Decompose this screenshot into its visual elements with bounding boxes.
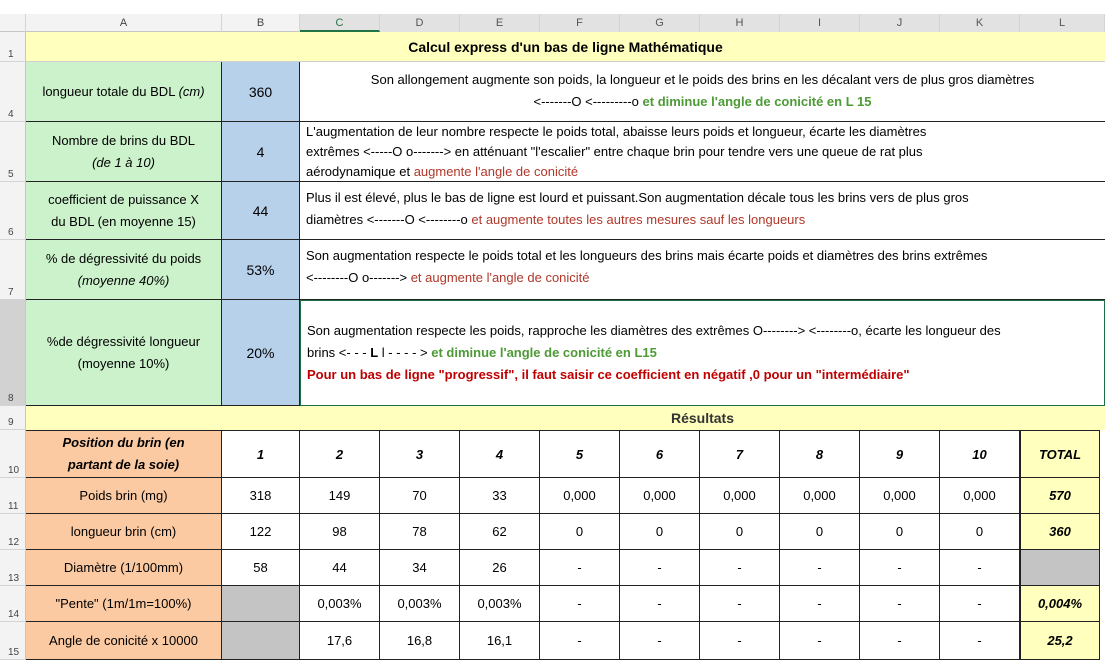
row-header-6[interactable]	[0, 182, 26, 240]
col-header-l[interactable]: L	[1020, 14, 1105, 32]
row-header-8[interactable]	[0, 300, 26, 406]
slope-value[interactable]: -	[620, 586, 700, 622]
diameter-value[interactable]: -	[700, 550, 780, 586]
slope-value[interactable]: 0,003%	[380, 586, 460, 622]
results-header-text: Position du brin (en partant de la soie)	[62, 435, 185, 472]
position-1[interactable]: 1	[222, 430, 300, 478]
weight-value[interactable]: 0,000	[860, 478, 940, 514]
slope-value[interactable]	[222, 586, 300, 622]
desc-line: Son augmentation respecte le poids total et les longueurs des brins mais écarte poids et diamètres des brins extrêmes	[306, 248, 988, 263]
desc-line	[306, 91, 1099, 113]
row-header-1[interactable]	[0, 32, 26, 62]
col-header-f[interactable]: F	[540, 14, 620, 32]
param-label-line: %de dégressivité longueur	[46, 333, 201, 349]
slope-value[interactable]: -	[540, 586, 620, 622]
row-number: 5	[8, 169, 14, 180]
desc-line: Plus il est élevé, plus le bas de ligne est lourd et puissant.Son augmentation décale tous les brins vers de plus gros	[306, 190, 969, 205]
length-value[interactable]: 122	[222, 514, 300, 550]
col-header-j[interactable]: J	[860, 14, 940, 32]
param-label-unit: (cm)	[178, 84, 205, 99]
position-2[interactable]: 2	[300, 430, 380, 478]
weight-value[interactable]: 0,000	[940, 478, 1020, 514]
desc-arrows: brins <- - -	[307, 345, 371, 360]
param-input-weight-degress[interactable]: 53%	[222, 240, 300, 300]
row-number: 6	[8, 227, 14, 238]
slope-value[interactable]: 0,003%	[460, 586, 540, 622]
param-label-line: (de 1 à 10)	[92, 154, 155, 170]
param-label-line: (moyenne 40%)	[77, 272, 170, 288]
row-number: 1	[8, 49, 14, 60]
param-label-weight-degress[interactable]	[26, 240, 222, 300]
row-label-weight[interactable]: Poids brin (mg)	[26, 478, 222, 514]
row-label-length[interactable]: longueur brin (cm)	[26, 514, 222, 550]
col-header-e[interactable]: E	[460, 14, 540, 32]
param-input-total-length[interactable]: 360	[222, 62, 300, 122]
desc-arrows: <-------O <---------o	[533, 94, 639, 109]
desc-line	[306, 162, 1099, 182]
param-input-power-coef[interactable]: 44	[222, 182, 300, 240]
col-header-h[interactable]: H	[700, 14, 780, 32]
diameter-value[interactable]: -	[540, 550, 620, 586]
row-header-15[interactable]	[0, 622, 26, 660]
desc-length-degress[interactable]	[300, 300, 1105, 406]
row-number: 4	[8, 109, 14, 120]
param-label-line: du BDL (en moyenne 15)	[51, 213, 196, 229]
desc-effect-green: et diminue l'angle de conicité en L 15	[638, 94, 872, 109]
diameter-value[interactable]: 44	[300, 550, 380, 586]
desc-effect-green: et diminue l'angle de conicité en L15	[427, 345, 657, 360]
desc-line	[306, 267, 1099, 289]
weight-value[interactable]: 0,000	[780, 478, 860, 514]
weight-value[interactable]: 0,000	[700, 478, 780, 514]
param-label-line: longueur totale du BDL	[42, 84, 179, 99]
weight-total[interactable]: 570	[1020, 478, 1100, 514]
conicity-value[interactable]: 16,8	[380, 622, 460, 660]
desc-power-coef[interactable]	[300, 182, 1105, 240]
col-header-k[interactable]: K	[940, 14, 1020, 32]
weight-value[interactable]: 0,000	[540, 478, 620, 514]
diameter-total[interactable]	[1020, 550, 1100, 586]
desc-line: Son augmentation respecte les poids, rapproche les diamètres des extrêmes O--------> <--------o, écarte les longueur des	[307, 323, 1001, 338]
weight-value[interactable]: 0,000	[620, 478, 700, 514]
position-4[interactable]: 4	[460, 430, 540, 478]
desc-arrows: <--------O o------->	[306, 270, 408, 285]
length-total[interactable]: 360	[1020, 514, 1100, 550]
row-header-5[interactable]	[0, 122, 26, 182]
conicity-value[interactable]: -	[780, 622, 860, 660]
diameter-value[interactable]: 26	[460, 550, 540, 586]
param-input-length-degress[interactable]: 20%	[222, 300, 300, 406]
conicity-value[interactable]: -	[700, 622, 780, 660]
desc-line: Son allongement augmente son poids, la longueur et le poids des brins en les décalant vers de plus gros diamètres	[370, 72, 1035, 87]
row-label-conicity[interactable]: Angle de conicité x 10000	[26, 622, 222, 660]
row-header-10[interactable]	[0, 430, 26, 478]
conicity-total[interactable]: 25,2	[1020, 622, 1100, 660]
desc-line: L'augmentation de leur nombre respecte le poids total, abaisse leurs poids et longueur, écarte les diamètres	[306, 124, 927, 139]
col-header-g[interactable]: G	[620, 14, 700, 32]
conicity-value[interactable]: -	[620, 622, 700, 660]
param-label-length-degress[interactable]	[26, 300, 222, 406]
length-value[interactable]: 0	[620, 514, 700, 550]
desc-line	[307, 342, 1098, 364]
desc-arrows: diamètres <-------O <--------o	[306, 212, 468, 227]
col-header-b[interactable]: B	[222, 14, 300, 32]
row-header-13[interactable]	[0, 550, 26, 586]
row-header-9[interactable]	[0, 406, 26, 430]
row-number: 14	[8, 609, 20, 620]
diameter-value[interactable]: -	[620, 550, 700, 586]
conicity-value[interactable]: 16,1	[460, 622, 540, 660]
weight-value[interactable]: 33	[460, 478, 540, 514]
position-6[interactable]: 6	[620, 430, 700, 478]
position-5[interactable]: 5	[540, 430, 620, 478]
length-value[interactable]: 98	[300, 514, 380, 550]
row-header-11[interactable]	[0, 478, 26, 514]
length-value[interactable]: 0	[860, 514, 940, 550]
row-number: 8	[8, 393, 14, 404]
row-number: 7	[8, 287, 14, 298]
row-header-7[interactable]	[0, 240, 26, 300]
desc-text: aérodynamique et	[306, 164, 414, 179]
length-value[interactable]: 0	[940, 514, 1020, 550]
row-header-12[interactable]	[0, 514, 26, 550]
length-value[interactable]: 0	[700, 514, 780, 550]
desc-arrows: L	[370, 345, 379, 360]
param-label-line: (moyenne 10%)	[77, 355, 170, 371]
length-value[interactable]: 0	[540, 514, 620, 550]
desc-arrows: l - - - - >	[378, 345, 428, 360]
param-label-strand-count[interactable]	[26, 122, 222, 182]
diameter-value[interactable]: -	[940, 550, 1020, 586]
results-title[interactable]: Résultats	[300, 406, 1105, 430]
param-label-line: coefficient de puissance X	[48, 191, 199, 207]
row-label-diameter[interactable]: Diamètre (1/100mm)	[26, 550, 222, 586]
sheet-title[interactable]: Calcul express d'un bas de ligne Mathématique	[26, 32, 1105, 62]
param-label-text	[42, 84, 204, 99]
weight-value[interactable]: 318	[222, 478, 300, 514]
col-header-c[interactable]: C	[300, 14, 380, 32]
row-number: 9	[8, 417, 14, 428]
desc-total-length[interactable]	[300, 62, 1105, 122]
total-header[interactable]: TOTAL	[1020, 430, 1100, 478]
weight-value[interactable]: 149	[300, 478, 380, 514]
col-header-a[interactable]: A	[26, 14, 222, 32]
diameter-value[interactable]: 58	[222, 550, 300, 586]
position-8[interactable]: 8	[780, 430, 860, 478]
param-input-strand-count[interactable]: 4	[222, 122, 300, 182]
slope-value[interactable]: -	[940, 586, 1020, 622]
conicity-value[interactable]: 17,6	[300, 622, 380, 660]
conicity-value[interactable]: -	[540, 622, 620, 660]
desc-weight-degress[interactable]	[300, 240, 1105, 300]
conicity-value[interactable]	[222, 622, 300, 660]
param-label-total-length[interactable]	[26, 62, 222, 122]
diameter-value[interactable]: -	[860, 550, 940, 586]
slope-total[interactable]: 0,004%	[1020, 586, 1100, 622]
select-all-corner[interactable]	[0, 14, 26, 32]
position-9[interactable]: 9	[860, 430, 940, 478]
desc-line: extrêmes <-----O o-------> en atténuant "l'escalier" entre chaque brin pour tendre vers une queue de rat plus	[306, 144, 923, 159]
conicity-value[interactable]: -	[940, 622, 1020, 660]
row-header-4[interactable]	[0, 62, 26, 122]
desc-warning: Pour un bas de ligne "progressif", il faut saisir ce coefficient en négatif ,0 pour un "intermédiaire"	[307, 367, 910, 382]
position-7[interactable]: 7	[700, 430, 780, 478]
slope-value[interactable]: 0,003%	[300, 586, 380, 622]
slope-value[interactable]: -	[780, 586, 860, 622]
diameter-value[interactable]: 34	[380, 550, 460, 586]
conicity-value[interactable]: -	[860, 622, 940, 660]
param-label-line: Nombre de brins du BDL	[51, 132, 196, 148]
param-label-line: % de dégressivité du poids	[45, 250, 202, 266]
length-value[interactable]: 78	[380, 514, 460, 550]
row-number: 11	[8, 501, 19, 512]
results-header-label[interactable]	[26, 430, 222, 478]
param-label-power-coef[interactable]	[26, 182, 222, 240]
row-number: 12	[8, 537, 20, 548]
row-label-slope[interactable]: "Pente" (1m/1m=100%)	[26, 586, 222, 622]
desc-line	[306, 209, 1099, 231]
length-value[interactable]: 0	[780, 514, 860, 550]
desc-effect-red: et augmente toutes les autres mesures sauf les longueurs	[467, 212, 806, 227]
diameter-value[interactable]: -	[780, 550, 860, 586]
slope-value[interactable]: -	[860, 586, 940, 622]
row-number: 13	[8, 573, 20, 584]
row-header-14[interactable]	[0, 586, 26, 622]
col-header-i[interactable]: I	[780, 14, 860, 32]
desc-effect-red: augmente l'angle de conicité	[413, 164, 579, 179]
col-header-d[interactable]: D	[380, 14, 460, 32]
row-number: 15	[8, 647, 20, 658]
desc-effect-red: et augmente l'angle de conicité	[407, 270, 590, 285]
weight-value[interactable]: 70	[380, 478, 460, 514]
formula-bar-strip	[0, 0, 1105, 13]
row-number: 10	[8, 465, 20, 476]
length-value[interactable]: 62	[460, 514, 540, 550]
results-label-spacer[interactable]	[26, 406, 300, 430]
position-3[interactable]: 3	[380, 430, 460, 478]
slope-value[interactable]: -	[700, 586, 780, 622]
position-10[interactable]: 10	[940, 430, 1020, 478]
desc-strand-count[interactable]	[300, 122, 1105, 182]
